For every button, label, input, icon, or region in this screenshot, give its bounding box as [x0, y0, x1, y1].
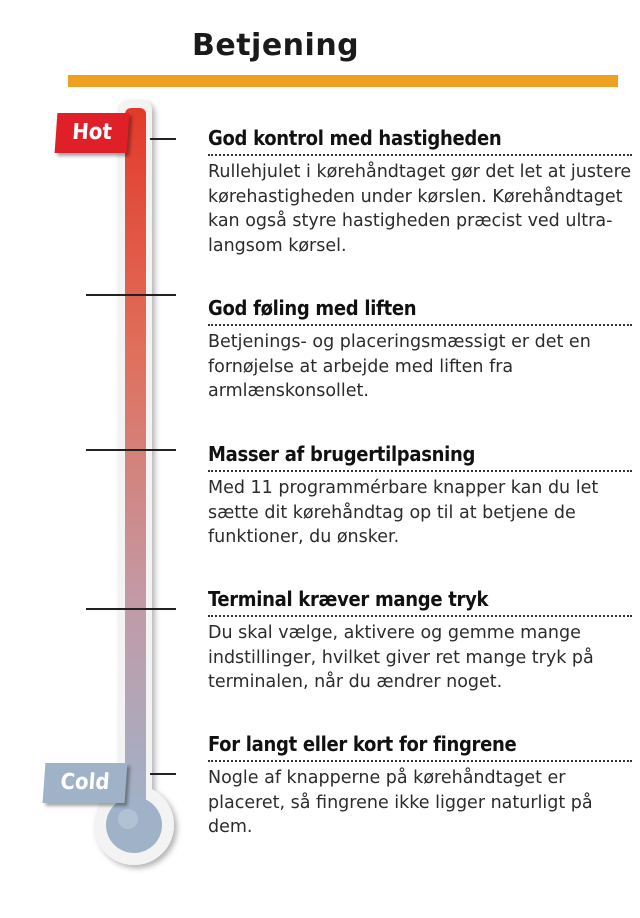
page-title: Betjening: [192, 28, 360, 63]
hot-label: Hot: [55, 113, 130, 153]
scale-tick: [150, 138, 176, 140]
rating-section: [208, 294, 632, 404]
section-heading: Masser af brugertilpasning: [208, 440, 632, 472]
rating-section: [208, 440, 632, 550]
scale-tick: [86, 294, 176, 296]
section-heading: For langt eller kort for fingrene: [208, 730, 632, 762]
section-body: Betjenings- og placeringsmæssigt er det en fornøjelse at arbejde med liften fra armlænskonsollet.: [208, 332, 591, 401]
section-body: Med 11 programmérbare knapper kan du let sætte dit kørehåndtag op til at betjene de funktioner, du ønsker.: [208, 478, 599, 547]
section-heading: God føling med liften: [208, 294, 632, 326]
section-body: Nogle af knapperne på kørehåndtaget er placeret, så fingrene ikke ligger naturligt på dem.: [208, 768, 593, 837]
rating-section: [208, 730, 632, 840]
rating-section: [208, 585, 632, 695]
section-heading: Terminal kræver mange tryk: [208, 585, 632, 617]
section-heading: God kontrol med hastigheden: [208, 124, 632, 156]
section-body: Du skal vælge, aktivere og gemme mange indstillinger, hvilket giver ret mange tryk på terminalen, når du ændrer noget.: [208, 623, 594, 692]
scale-tick: [150, 773, 176, 775]
scale-tick: [86, 608, 176, 610]
cold-label: Cold: [43, 763, 128, 803]
section-body: Rullehjulet i kørehåndtaget gør det let at justere kørehastigheden under kørslen. Kørehåndtaget kan også styre hastigheden præcist ved ultra-langsom kørsel.: [208, 162, 632, 256]
scale-tick: [86, 449, 176, 451]
rating-section: [208, 124, 632, 258]
